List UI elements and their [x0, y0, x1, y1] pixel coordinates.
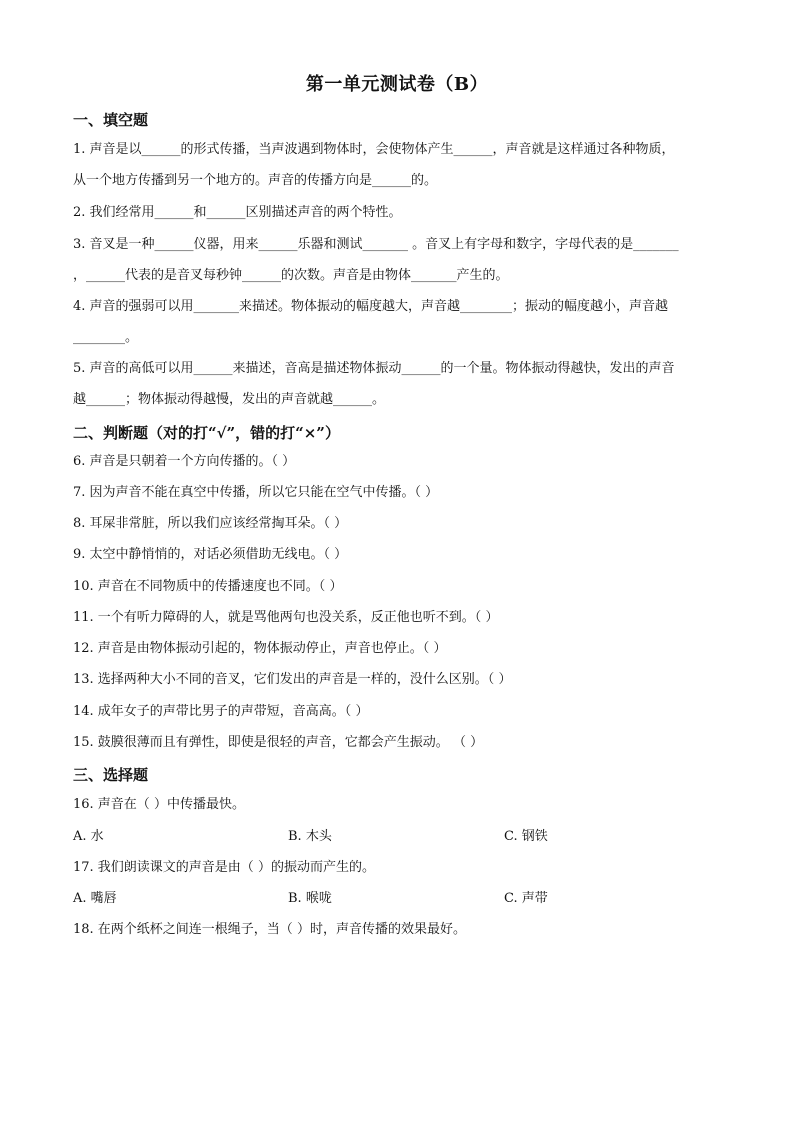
question-14: 14. 成年女子的声带比男子的声带短，音高高。（ ） [73, 704, 369, 719]
question-4-line-2: ________。 [73, 330, 139, 345]
question-8: 8. 耳屎非常脏，所以我们应该经常掏耳朵。（ ） [73, 516, 348, 531]
question-16-option-b[interactable]: B. 木头 [288, 829, 332, 844]
question-17-option-c[interactable]: C. 声带 [504, 891, 548, 906]
section-heading-choice: 三、选择题 [73, 766, 149, 784]
question-18: 18. 在两个纸杯之间连一根绳子，当（ ）时，声音传播的效果最好。 [73, 922, 466, 937]
question-2: 2. 我们经常用______和______区别描述声音的两个特性。 [73, 205, 402, 220]
question-17: 17. 我们朗读课文的声音是由（ ）的振动而产生的。 [73, 860, 375, 875]
question-5-line-2: 越______；物体振动得越慢，发出的声音就越______。 [73, 392, 386, 407]
question-10: 10. 声音在不同物质中的传播速度也不同。（ ） [73, 579, 343, 594]
question-7: 7. 因为声音不能在真空中传播，所以它只能在空气中传播。（ ） [73, 485, 439, 500]
question-17-option-b[interactable]: B. 喉咙 [288, 891, 332, 906]
question-5-line-1: 5. 声音的高低可以用______来描述，音高是描述物体振动______的一个量。物体振动得越快，发出的声音 [73, 361, 675, 376]
question-17-option-a[interactable]: A. 嘴唇 [73, 891, 117, 906]
question-16: 16. 声音在（ ）中传播最快。 [73, 797, 245, 812]
question-3-line-1: 3. 音叉是一种______仪器，用来______乐器和测试_______ 。音叉上有字母和数字，字母代表的是_______ [73, 237, 679, 252]
question-6: 6. 声音是只朝着一个方向传播的。（ ） [73, 454, 296, 469]
page-title: 第一单元测试卷（B） [305, 74, 489, 95]
question-1-line-1: 1. 声音是以______的形式传播，当声波遇到物体时，会使物体产生______，声音就是这样通过各种物质， [73, 142, 675, 157]
question-13: 13. 选择两种大小不同的音叉，它们发出的声音是一样的，没什么区别。（ ） [73, 672, 512, 687]
question-4-line-1: 4. 声音的强弱可以用_______来描述。物体振动的幅度越大，声音越________；振动的幅度越小，声音越 [73, 299, 669, 314]
question-15: 15. 鼓膜很薄而且有弹性，即使是很轻的声音，它都会产生振动。 （ ） [73, 735, 484, 750]
question-12: 12. 声音是由物体振动引起的，物体振动停止，声音也停止。（ ） [73, 641, 447, 656]
question-16-option-a[interactable]: A. 水 [73, 829, 104, 844]
question-9: 9. 太空中静悄悄的，对话必须借助无线电。（ ） [73, 547, 348, 562]
question-11: 11. 一个有听力障碍的人，就是骂他两句也没关系，反正他也听不到。（ ） [73, 610, 499, 625]
question-16-option-c[interactable]: C. 钢铁 [504, 829, 548, 844]
question-1-line-2: 从一个地方传播到另一个地方的。声音的传播方向是______的。 [73, 173, 438, 188]
section-heading-fill: 一、填空题 [73, 111, 149, 129]
section-heading-judge: 二、判断题（对的打“√”，错的打“×”） [73, 424, 340, 442]
question-3-line-2: ，______代表的是音叉每秒钟______的次数。声音是由物体_______产生的。 [73, 268, 509, 283]
